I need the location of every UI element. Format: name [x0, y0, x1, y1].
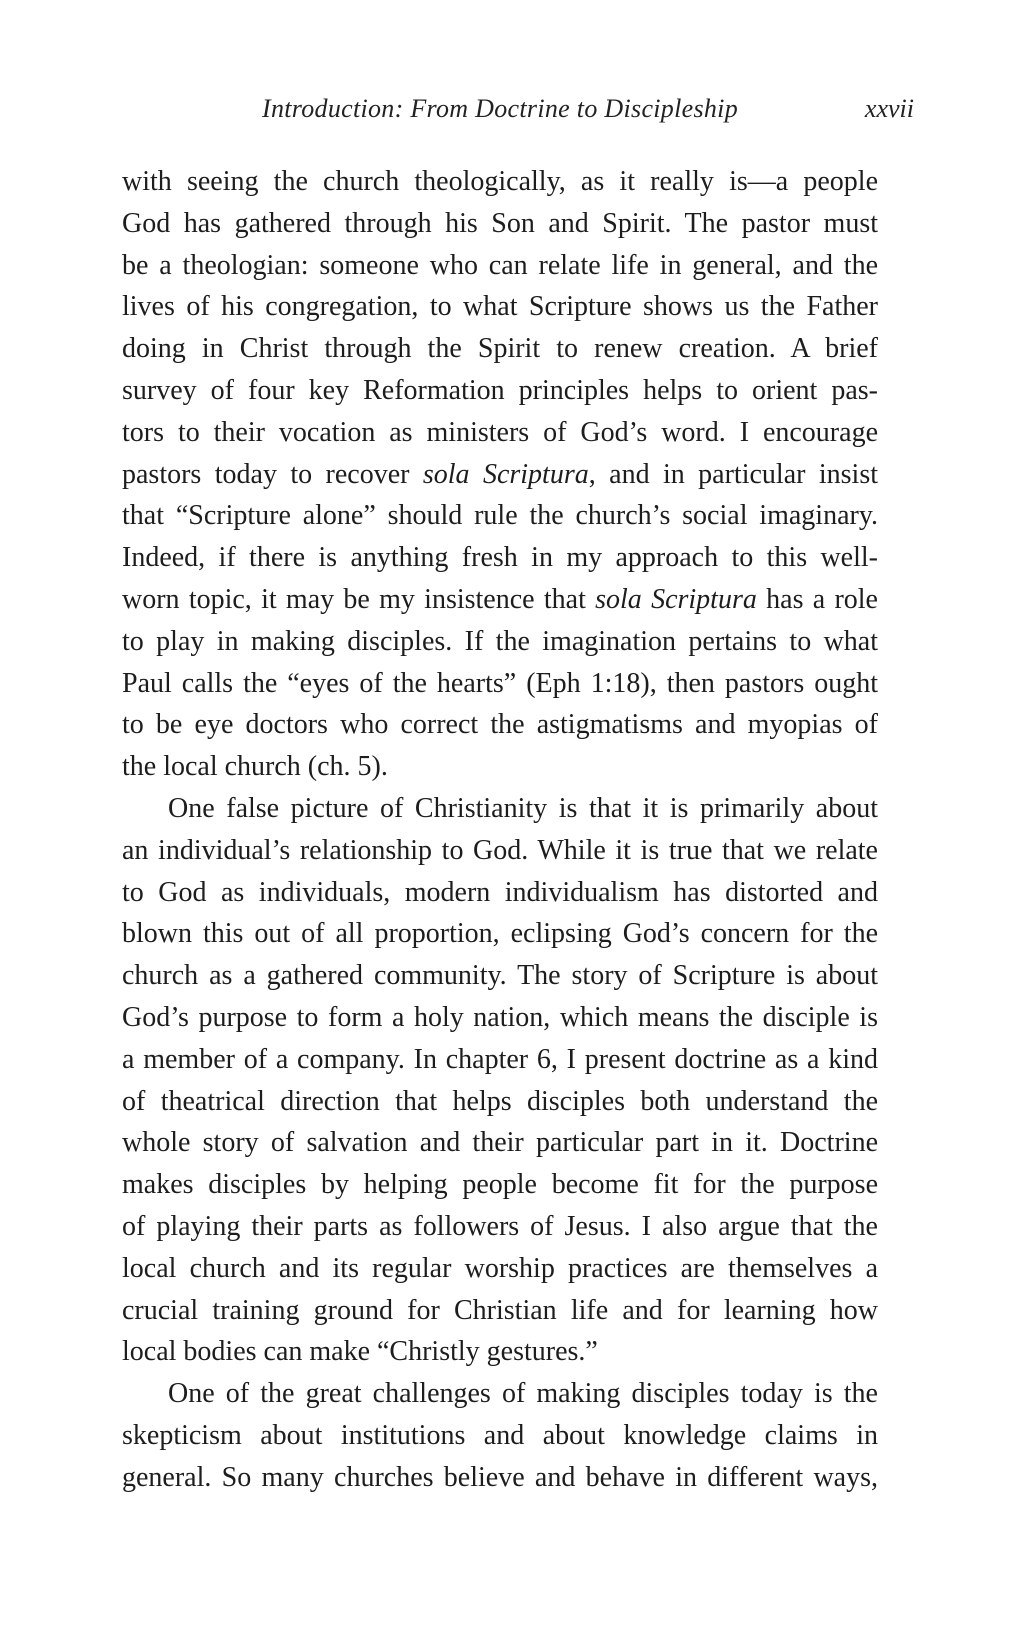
text-segment: pastors today to recover	[122, 458, 423, 490]
text-segment: crucial training ground for Christian life and for learning how	[122, 1294, 878, 1326]
text-segment: tors to their vocation as ministers of God’s word. I encourage	[122, 416, 878, 448]
text-segment: survey of four key Reformation principles helps to orient pas-	[122, 374, 878, 406]
text-line	[122, 1206, 878, 1248]
text-line	[122, 537, 878, 579]
text-line	[122, 997, 878, 1039]
text-segment: the local church (ch. 5).	[122, 751, 388, 783]
text-segment: whole story of salvation and their particular part in it. Doctrine	[122, 1127, 878, 1159]
text-line	[122, 1039, 878, 1081]
text-line	[122, 245, 878, 287]
text-line	[122, 1081, 878, 1123]
text-segment: to play in making disciples. If the imagination pertains to what	[122, 625, 878, 657]
text-line	[122, 203, 878, 245]
text-line	[122, 579, 878, 621]
text-segment: general. So many churches believe and behave in different ways,	[122, 1461, 878, 1493]
text-segment: that “Scripture alone” should rule the church’s social imaginary.	[122, 500, 878, 532]
text-line	[122, 621, 878, 663]
page-number: xxvii	[864, 94, 914, 123]
text-segment: to God as individuals, modern individualism has distorted and	[122, 876, 878, 908]
text-line	[122, 328, 878, 370]
text-line	[122, 370, 878, 412]
text-segment: Paul calls the “eyes of the hearts” (Eph 1:18), then pastors ought	[122, 667, 878, 699]
paragraph	[122, 1373, 878, 1498]
text-line	[122, 161, 878, 203]
text-line	[122, 286, 878, 328]
text-line	[122, 1122, 878, 1164]
text-line	[122, 788, 878, 830]
paragraph	[122, 161, 878, 788]
text-segment: One false picture of Christianity is that it is primarily about	[168, 792, 878, 824]
text-line	[122, 704, 878, 746]
text-segment: blown this out of all proportion, eclipsing God’s concern for the	[122, 918, 878, 950]
text-segment: One of the great challenges of making disciples today is the	[168, 1378, 878, 1410]
text-line	[122, 1457, 878, 1499]
text-segment: lives of his congregation, to what Scripture shows us the Father	[122, 291, 878, 323]
text-segment: Indeed, if there is anything fresh in my approach to this well-	[122, 542, 878, 574]
text-segment: church as a gathered community. The story of Scripture is about	[122, 960, 878, 992]
text-segment: makes disciples by helping people become fit for the purpose	[122, 1169, 878, 1201]
text-line	[122, 412, 878, 454]
running-header	[122, 92, 914, 126]
text-segment: be a theologian: someone who can relate life in general, and the	[122, 249, 878, 281]
text-segment: has a role	[756, 583, 878, 615]
body-text	[122, 161, 878, 1499]
text-line	[122, 495, 878, 537]
text-line	[122, 830, 878, 872]
text-segment: skepticism about institutions and about knowledge claims in	[122, 1419, 878, 1451]
text-line	[122, 1415, 878, 1457]
text-line	[122, 1290, 878, 1332]
text-segment: local church and its regular worship practices are themselves a	[122, 1252, 878, 1284]
text-segment: , and in particular insist	[588, 458, 878, 490]
italic-text-segment: sola Scriptura	[422, 458, 589, 490]
text-segment: local bodies can make “Christly gestures.”	[122, 1336, 598, 1368]
running-title: Introduction: From Doctrine to Discipleship	[261, 94, 739, 123]
text-line	[122, 663, 878, 705]
text-segment: of playing their parts as followers of Jesus. I also argue that the	[122, 1210, 878, 1242]
text-segment: of theatrical direction that helps disciples both understand the	[122, 1085, 878, 1117]
text-line	[122, 746, 878, 788]
text-segment: worn topic, it may be my insistence that	[122, 583, 596, 615]
italic-text-segment: sola Scriptura	[595, 583, 757, 615]
text-segment: doing in Christ through the Spirit to renew creation. A brief	[122, 333, 878, 365]
text-line	[122, 913, 878, 955]
paragraph	[122, 788, 878, 1373]
text-segment: God’s purpose to form a holy nation, which means the disciple is	[122, 1001, 878, 1033]
text-line	[122, 1331, 878, 1373]
text-line	[122, 1248, 878, 1290]
text-segment: an individual’s relationship to God. While it is true that we relate	[122, 834, 878, 866]
text-segment: God has gathered through his Son and Spirit. The pastor must	[122, 207, 878, 239]
text-line	[122, 1164, 878, 1206]
text-line	[122, 454, 878, 496]
text-segment: a member of a company. In chapter 6, I present doctrine as a kind	[122, 1043, 878, 1075]
text-line	[122, 872, 878, 914]
text-line	[122, 955, 878, 997]
text-segment: with seeing the church theologically, as it really is—a people	[122, 166, 878, 197]
text-line	[122, 1373, 878, 1415]
text-segment: to be eye doctors who correct the astigmatisms and myopias of	[122, 709, 878, 741]
